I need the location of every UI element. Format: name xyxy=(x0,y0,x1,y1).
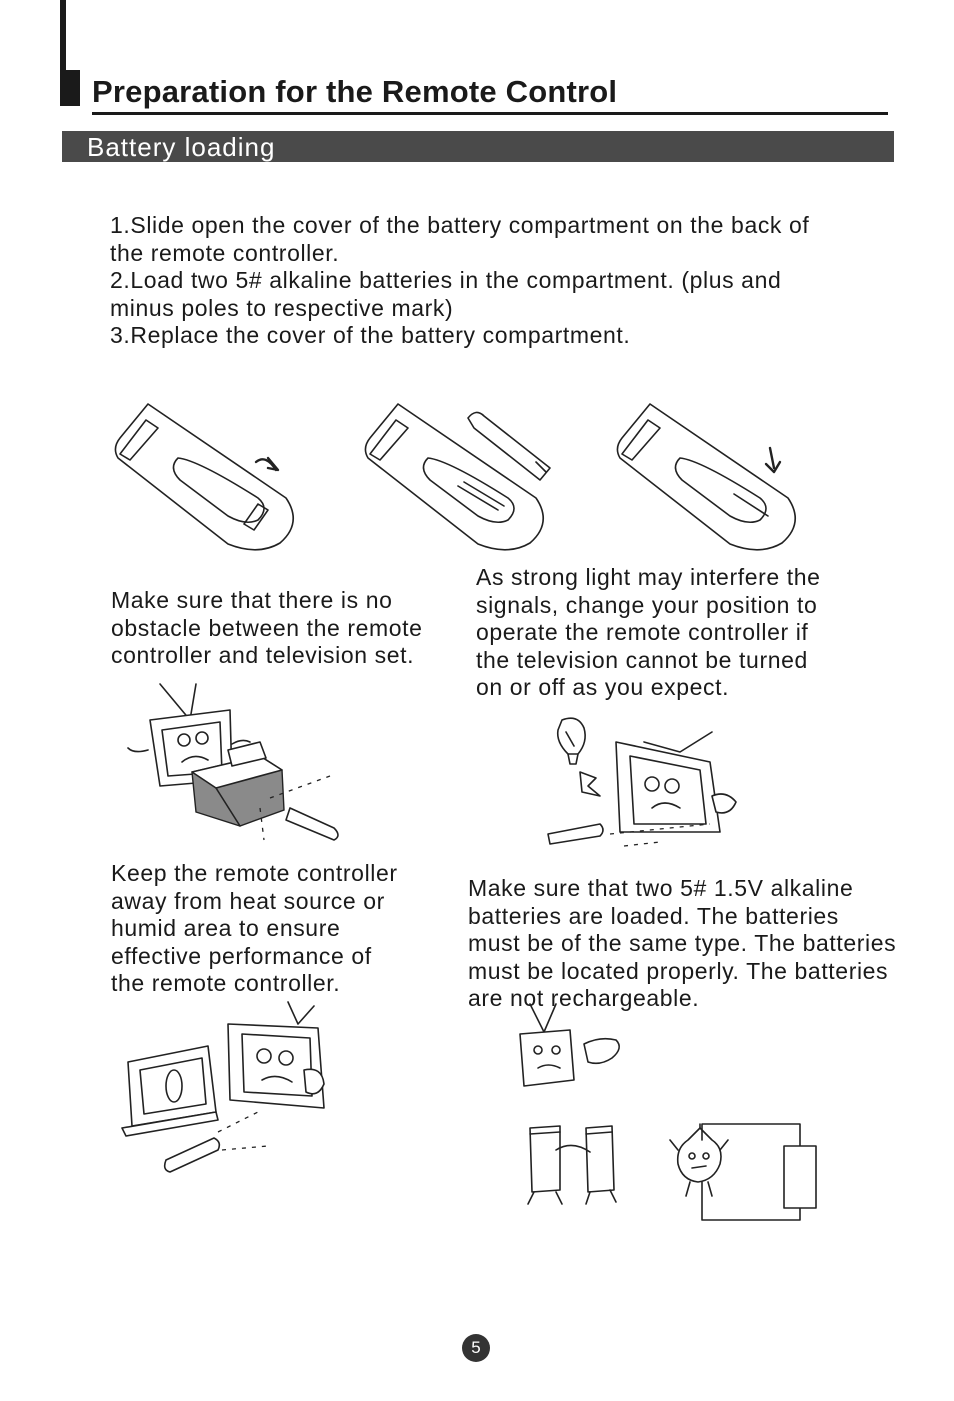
note-line: effective performance of xyxy=(111,942,372,969)
note-strong-light xyxy=(476,564,821,702)
remote-cover-open-illustration xyxy=(108,398,298,558)
note-heat-source xyxy=(111,860,398,998)
note-line: humid area to ensure xyxy=(111,915,341,941)
note-line: the television cannot be turned xyxy=(476,646,808,673)
step-line: the remote controller. xyxy=(110,239,340,266)
tv-strong-light-illustration xyxy=(540,712,750,862)
header-accent-block xyxy=(60,70,80,106)
tv-obstacle-illustration xyxy=(120,680,350,850)
step-line: 3.Replace the cover of the battery compartment. xyxy=(110,322,631,348)
note-line: away from heat source or xyxy=(111,887,385,914)
page-number: 5 xyxy=(462,1334,490,1362)
note-line: As strong light may interfere the xyxy=(476,564,821,590)
tv-heat-source-illustration xyxy=(118,1000,358,1180)
note-line: must be located properly. The batteries xyxy=(468,957,889,984)
note-line: must be of the same type. The batteries xyxy=(468,930,897,956)
page-title: Preparation for the Remote Control xyxy=(92,74,618,109)
note-line: are not rechargeable. xyxy=(468,985,700,1011)
note-line: obstacle between the remote xyxy=(111,614,423,641)
note-line: signals, change your position to xyxy=(476,591,818,618)
section-heading: Battery loading xyxy=(87,132,276,162)
note-line: on or off as you expect. xyxy=(476,674,730,700)
step-line: 2.Load two 5# alkaline batteries in the compartment. (plus and xyxy=(110,267,782,293)
note-line: Make sure that two 5# 1.5V alkaline xyxy=(468,875,854,901)
note-batteries xyxy=(468,875,896,1013)
remote-cover-close-illustration xyxy=(610,398,800,558)
note-line: the remote controller. xyxy=(111,970,341,996)
title-underline xyxy=(92,112,888,115)
note-line: Keep the remote controller xyxy=(111,860,398,886)
steps-list xyxy=(110,212,809,350)
remote-battery-load-illustration xyxy=(358,398,558,558)
note-line: Make sure that there is no xyxy=(111,587,393,613)
battery-cartoon-illustration xyxy=(500,1000,830,1225)
note-obstacle xyxy=(111,587,423,670)
step-line: 1.Slide open the cover of the battery compartment on the back of xyxy=(110,212,810,238)
note-line: operate the remote controller if xyxy=(476,619,809,645)
note-line: batteries are loaded. The batteries xyxy=(468,902,839,929)
step-line: minus poles to respective mark) xyxy=(110,294,454,321)
note-line: controller and television set. xyxy=(111,642,415,668)
